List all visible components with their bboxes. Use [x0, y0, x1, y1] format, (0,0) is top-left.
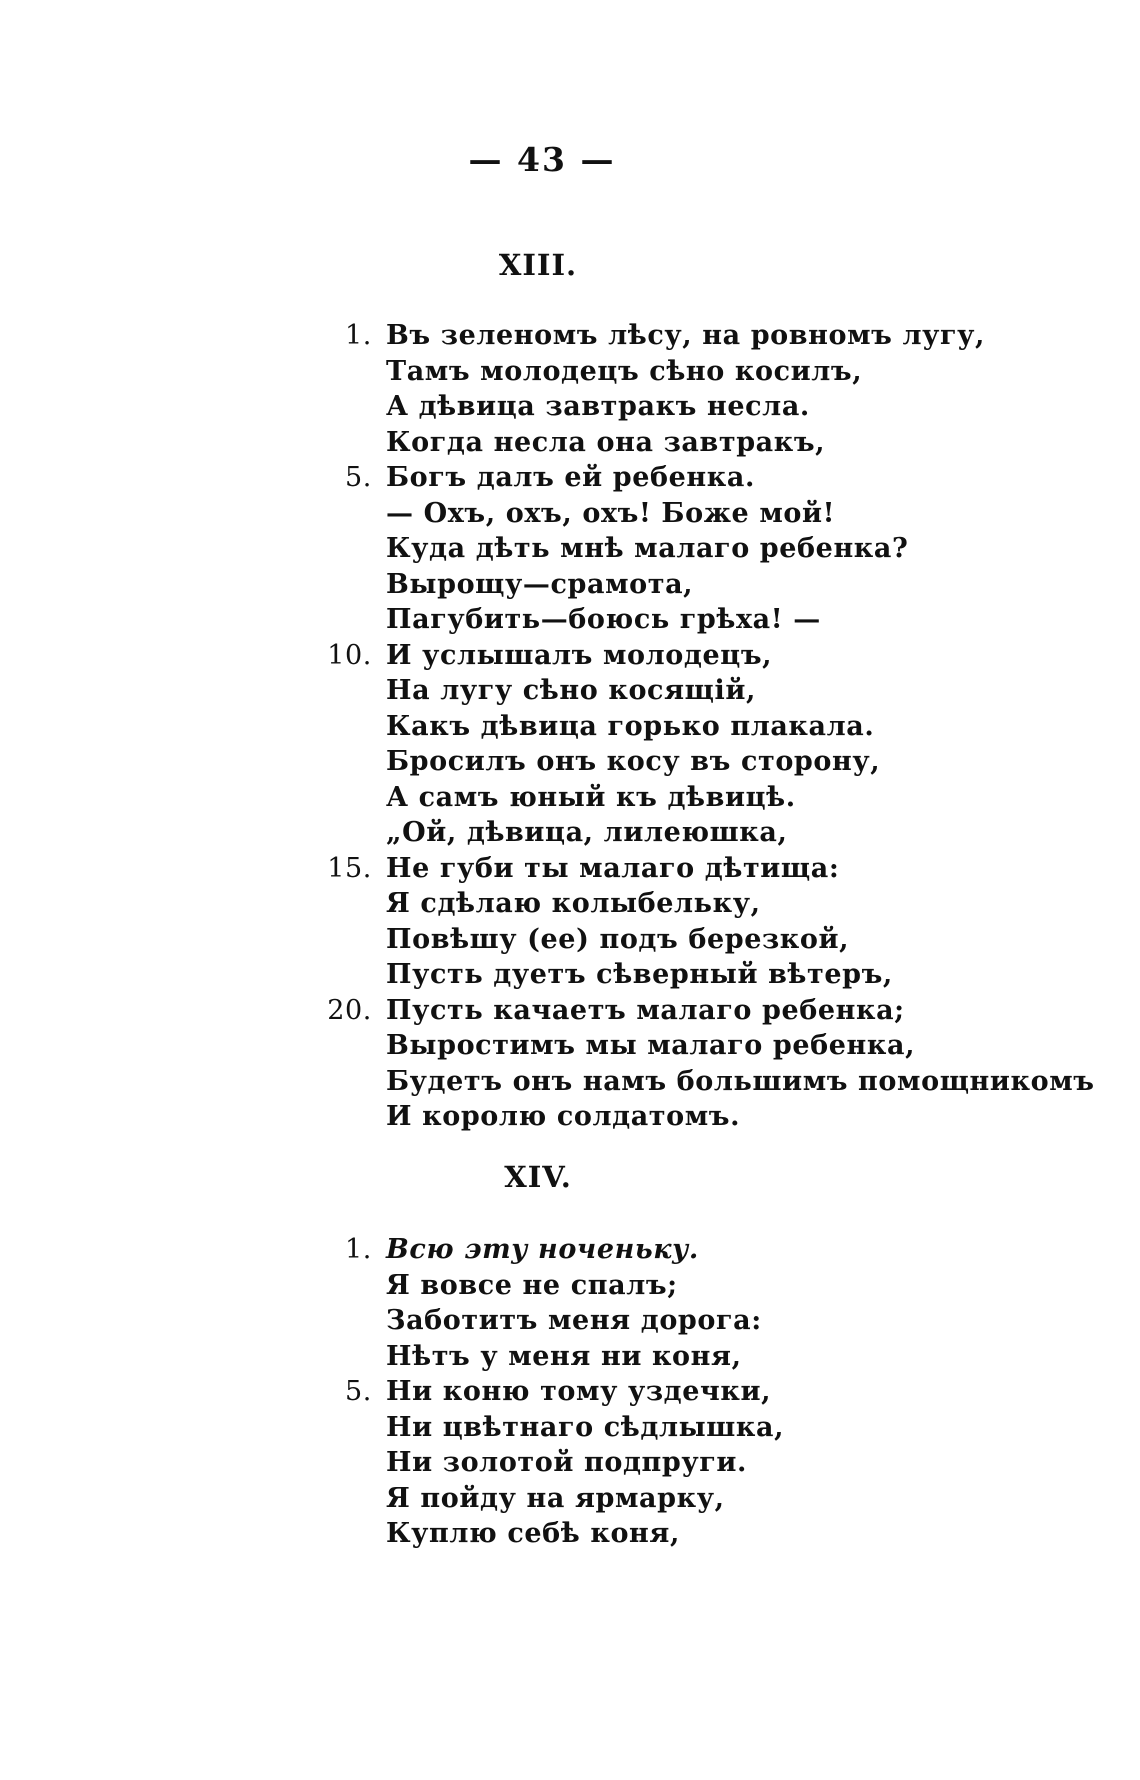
line-text: Я вовсе не спалъ;: [386, 1269, 678, 1301]
line-text: А самъ юный къ дѣвицѣ.: [386, 781, 796, 813]
line-text: Всю эту ноченьку.: [386, 1234, 699, 1265]
line-number: 5.: [345, 1376, 372, 1407]
line-text: Пусть качаетъ малаго ребенка;: [386, 994, 905, 1026]
line-text: Ни цвѣтнаго сѣдлышка,: [386, 1411, 785, 1443]
line-number: 1.: [345, 320, 372, 351]
line-text: И королю солдатомъ.: [386, 1101, 741, 1132]
line-text: Въ зеленомъ лѣсу, на ровномъ лугу,: [386, 320, 986, 351]
section-title: XIV.: [504, 1160, 572, 1194]
line-text: Ни золотой подпруги.: [386, 1447, 748, 1478]
line-text: Вырощу—срамота,: [386, 568, 694, 600]
section-title: XIII.: [498, 248, 578, 282]
line-text: Пусть дуетъ сѣверный вѣтеръ,: [386, 959, 893, 990]
line-text: Повѣшу (ее) подъ березкой,: [386, 923, 850, 955]
line-text: — Охъ, охъ, охъ! Боже мой!: [386, 497, 836, 529]
line-text: Бросилъ онъ косу въ сторону,: [386, 746, 881, 777]
line-text: А дѣвица завтракъ несла.: [386, 391, 810, 422]
line-text: Нѣтъ у меня ни коня,: [386, 1340, 742, 1372]
line-text: Не губи ты малаго дѣтища:: [386, 852, 840, 884]
line-text: Какъ дѣвица горько плакала.: [386, 710, 875, 742]
line-number: 15.: [327, 852, 372, 884]
page-number: — 43 —: [468, 140, 616, 179]
line-text: Пагубить—боюсь грѣха! —: [386, 604, 821, 635]
line-text: Богъ далъ ей ребенка.: [386, 462, 755, 493]
line-number: 5.: [345, 462, 372, 493]
line-text: Куплю себѣ коня,: [386, 1518, 680, 1549]
line-text: Заботитъ меня дорога:: [386, 1305, 762, 1336]
line-number: 1.: [345, 1234, 372, 1265]
line-text: Будетъ онъ намъ большимъ помощникомъ: [386, 1065, 1095, 1097]
line-number: 10.: [327, 639, 372, 671]
line-text: Я пойду на ярмарку,: [386, 1482, 725, 1514]
line-number: 20.: [327, 994, 372, 1026]
line-text: Я сдѣлаю колыбельку,: [386, 888, 761, 919]
line-text: „Ой, дѣвица, лилеюшка,: [386, 817, 788, 848]
line-text: И услышалъ молодецъ,: [386, 639, 773, 671]
line-text: Выростимъ мы малаго ребенка,: [386, 1030, 916, 1061]
line-text: Куда дѣть мнѣ малаго ребенка?: [386, 533, 909, 564]
line-text: Ни коню тому уздечки,: [386, 1376, 772, 1407]
line-text: На лугу сѣно косящій,: [386, 675, 756, 706]
line-text: Когда несла она завтракъ,: [386, 426, 826, 458]
line-text: Тамъ молодецъ сѣно косилъ,: [386, 355, 863, 387]
